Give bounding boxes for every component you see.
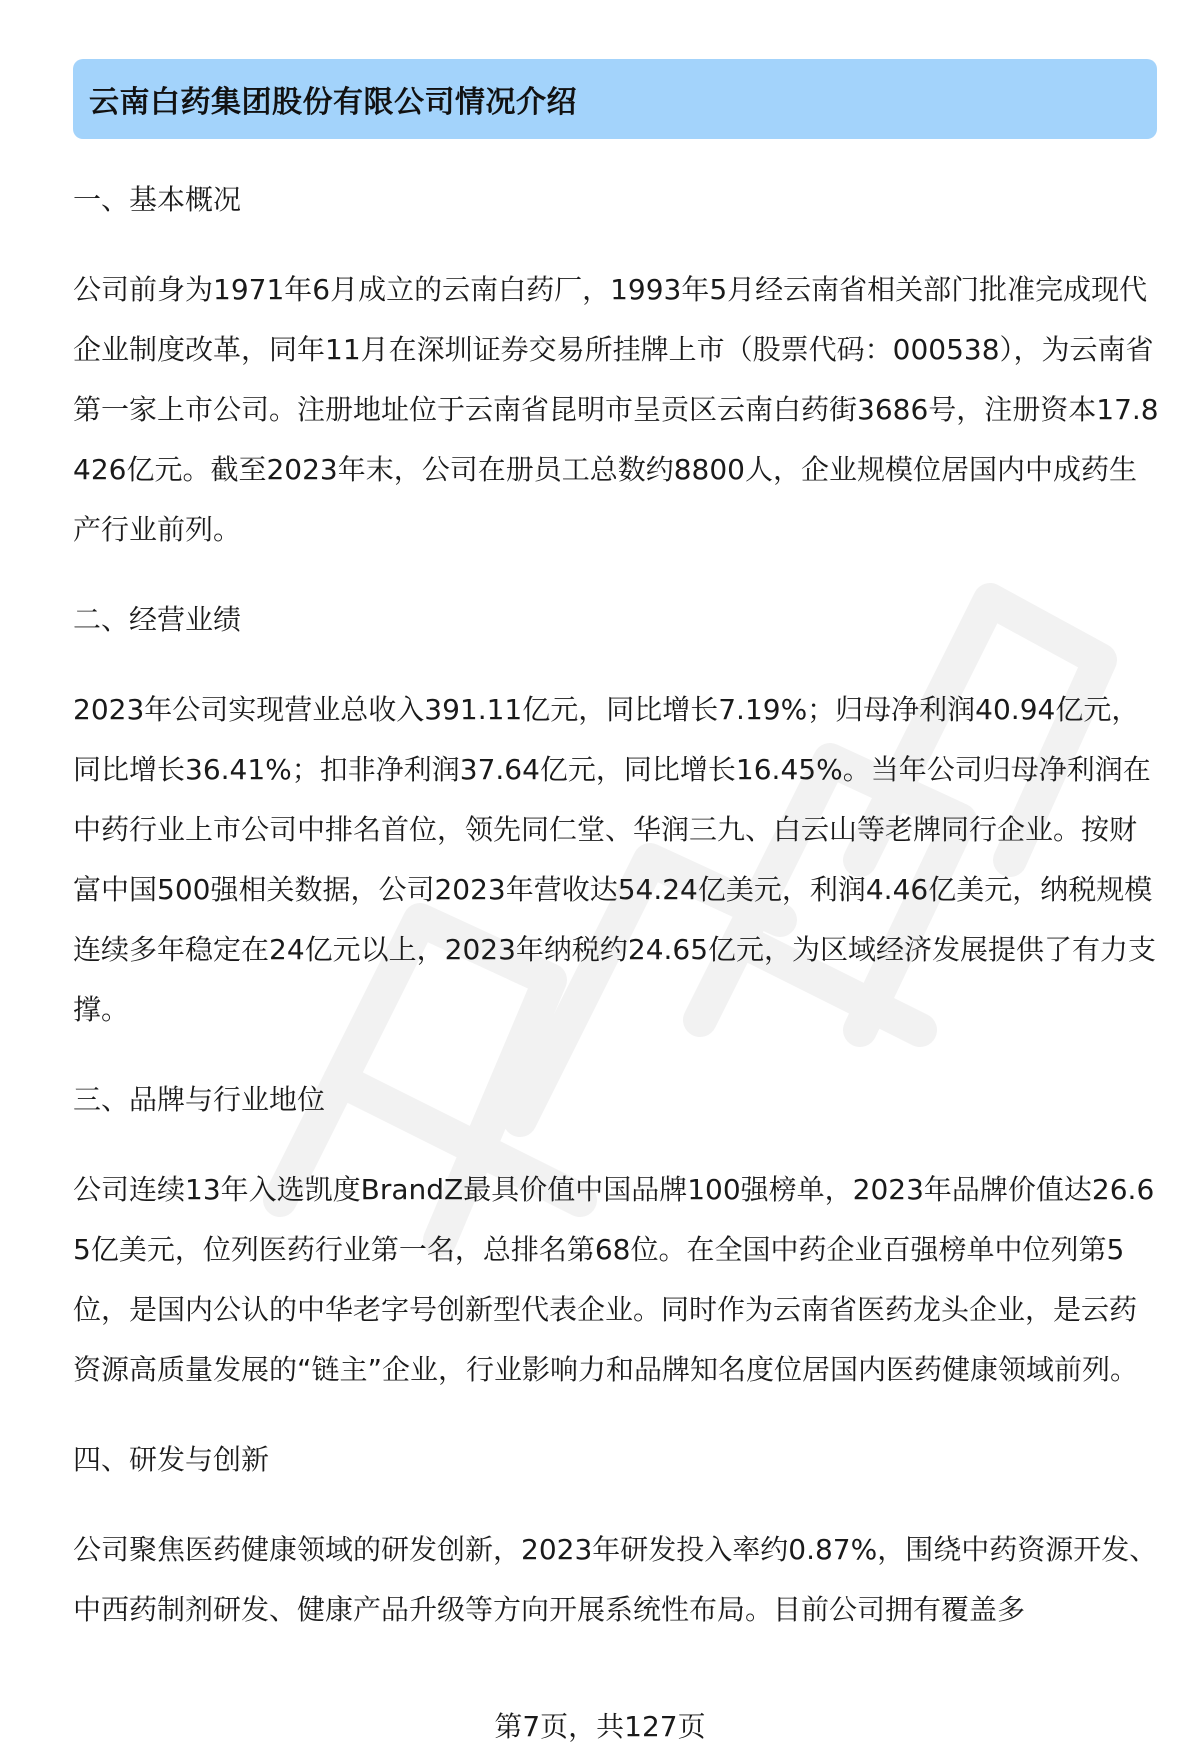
section-heading-performance: 二、经营业绩 <box>73 603 242 636</box>
document-body <box>73 170 1163 1640</box>
section-body-rnd: 公司聚焦医药健康领域的研发创新，2023年研发投入率约0.87%，围绕中药资源开发、中西药制剂研发、健康产品升级等方向开展系统性布局。目前公司拥有覆盖多 <box>73 1533 1158 1626</box>
page-footer: 第7页，共127页 <box>494 1710 706 1743</box>
title-banner <box>73 59 1157 139</box>
section-body-performance: 2023年公司实现营业总收入391.11亿元，同比增长7.19%；归母净利润40.94亿元，同比增长36.41%；扣非净利润37.64亿元，同比增长16.45%。当年公司归母净利润在中药行业上市公司中排名首位，领先同仁堂、华润三九、白云山等老牌同行企业。按财富中国500强相关数据，公司2023年营收达54.24亿美元，利润4.46亿美元，纳税规模连续多年稳定在24亿元以上，2023年纳税约24.65亿元，为区域经济发展提供了有力支撑。 <box>73 693 1157 1026</box>
section-heading-rnd: 四、研发与创新 <box>73 1443 270 1476</box>
section-heading-overview: 一、基本概况 <box>73 183 242 216</box>
section-body-overview: 公司前身为1971年6月成立的云南白药厂，1993年5月经云南省相关部门批准完成现代企业制度改革，同年11月在深圳证券交易所挂牌上市（股票代码：000538），为云南省第一家上市公司。注册地址位于云南省昆明市呈贡区云南白药街3686号，注册资本17.8426亿元。截至2023年末，公司在册员工总数约8800人，企业规模位居国内中成药生产行业前列。 <box>73 273 1159 546</box>
document-title: 云南白药集团股份有限公司情况介绍 <box>89 85 577 120</box>
section-heading-brand: 三、品牌与行业地位 <box>73 1083 326 1116</box>
section-body-brand: 公司连续13年入选凯度BrandZ最具价值中国品牌100强榜单，2023年品牌价值达26.65亿美元，位列医药行业第一名，总排名第68位。在全国中药企业百强榜单中位列第5位，是国内公认的中华老字号创新型代表企业。同时作为云南省医药龙头企业，是云药资源高质量发展的“链主”企业，行业影响力和品牌知名度位居国内医药健康领域前列。 <box>73 1173 1155 1386</box>
